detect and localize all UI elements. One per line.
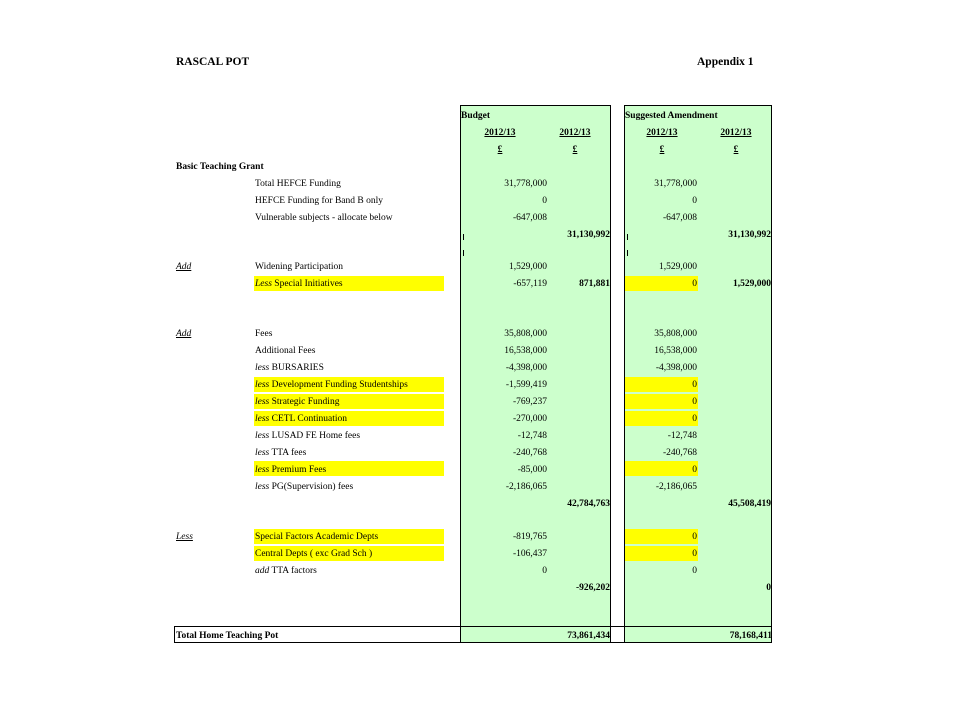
amendment-value: -4,398,000: [655, 363, 697, 373]
appendix-label: Appendix 1: [697, 56, 754, 68]
row-label-text: Special Factors Academic Depts: [255, 532, 379, 542]
row-label-qualifier: less: [255, 397, 270, 407]
row-label-qualifier: less: [255, 465, 270, 475]
row-label: [255, 411, 347, 427]
total-label: Total Home Teaching Pot: [176, 631, 279, 641]
budget-value: -2,186,065: [505, 482, 547, 492]
budget-value: -106,437: [512, 549, 547, 559]
year-header: 2012/13: [559, 128, 591, 138]
amendment-value: 0: [692, 397, 697, 407]
amendment-subtotal: 1,529,000: [733, 279, 771, 289]
amendment-value: 0: [692, 414, 697, 424]
year-header: 2012/13: [720, 128, 752, 138]
budget-header: Budget: [461, 111, 491, 121]
amendment-subtotal: 0: [766, 583, 771, 593]
row-label-text: BURSARIES: [269, 363, 324, 373]
row-label: [255, 326, 272, 342]
budget-subtotal: -926,202: [575, 583, 610, 593]
page-title: RASCAL POT: [176, 56, 250, 68]
amendment-value: 0: [692, 566, 697, 576]
section-basic-teaching-grant: Basic Teaching Grant: [176, 162, 264, 172]
amendment-value: 0: [692, 549, 697, 559]
row-label: [255, 360, 324, 376]
row-label-text: Total HEFCE Funding: [255, 179, 341, 189]
budget-value: 1,529,000: [509, 262, 547, 272]
row-label-text: TTA factors: [269, 566, 317, 576]
currency-header: £: [572, 145, 578, 155]
row-label-qualifier: less: [255, 363, 270, 373]
row-label-text: Widening Participation: [255, 262, 344, 272]
total-budget-value: 73,861,434: [567, 631, 610, 641]
row-label-text: Central Depts ( exc Grad Sch ): [255, 549, 373, 559]
budget-value: -647,008: [512, 213, 547, 223]
row-label: [255, 479, 353, 495]
amendment-subtotal: 45,508,419: [728, 499, 771, 509]
row-label-text: Development Funding Studentships: [269, 380, 408, 390]
budget-subtotal: 42,784,763: [567, 499, 610, 509]
row-label-text: PG(Supervision) fees: [269, 482, 354, 492]
row-label: [255, 529, 378, 545]
row-label: [255, 210, 393, 226]
row-label-text: Vulnerable subjects - allocate below: [255, 213, 393, 223]
budget-value: -12,748: [517, 431, 547, 441]
amendment-value: 0: [692, 465, 697, 475]
amendment-value: 31,778,000: [654, 179, 697, 189]
budget-value: -657,119: [513, 279, 547, 289]
row-label: [255, 259, 343, 275]
row-label-text: TTA fees: [269, 448, 307, 458]
amendment-value: 0: [692, 532, 697, 542]
row-prefix: Add: [176, 329, 192, 339]
amendment-value: 1,529,000: [659, 262, 697, 272]
budget-value: 35,808,000: [504, 329, 547, 339]
row-label: [255, 394, 339, 410]
amendment-value: 16,538,000: [654, 346, 697, 356]
row-label-text: LUSAD FE Home fees: [269, 431, 361, 441]
row-label-qualifier: less: [255, 482, 270, 492]
row-label: [255, 563, 317, 579]
row-label: [255, 445, 306, 461]
tick-mark: [463, 234, 464, 240]
budget-value: -769,237: [512, 397, 547, 407]
budget-subtotal: 871,881: [579, 279, 610, 289]
budget-value: -1,599,419: [505, 380, 547, 390]
year-header: 2012/13: [484, 128, 516, 138]
row-label: [255, 176, 341, 192]
row-label-qualifier: less: [255, 431, 270, 441]
row-label-text: Strategic Funding: [269, 397, 340, 407]
row-prefix: Add: [176, 262, 192, 272]
budget-value: -4,398,000: [505, 363, 547, 373]
row-label: [255, 276, 343, 292]
amendment-value: -647,008: [662, 213, 697, 223]
row-label-qualifier: Less: [255, 279, 272, 289]
total-amendment-value: 78,168,411: [729, 631, 772, 641]
amendment-value: 0: [692, 196, 697, 206]
total-top-border: [174, 626, 772, 627]
row-prefix: Less: [176, 532, 193, 542]
tick-mark: [627, 234, 628, 240]
row-label-qualifier: add: [255, 566, 270, 576]
budget-value: -270,000: [512, 414, 547, 424]
row-label: [255, 428, 360, 444]
budget-value: 0: [542, 566, 547, 576]
row-label-text: HEFCE Funding for Band B only: [255, 196, 383, 206]
row-label-qualifier: less: [255, 414, 270, 424]
row-label-text: Fees: [255, 329, 273, 339]
currency-header: £: [497, 145, 503, 155]
amendment-value: -12,748: [667, 431, 697, 441]
row-label: [255, 462, 326, 478]
amendment-value: -240,768: [662, 448, 697, 458]
amendment-value: 0: [692, 279, 697, 289]
row-label-qualifier: less: [255, 380, 270, 390]
currency-header: £: [733, 145, 739, 155]
budget-value: 16,538,000: [504, 346, 547, 356]
tick-mark: [463, 250, 464, 256]
total-left-border: [174, 626, 175, 643]
tick-mark: [627, 250, 628, 256]
amendment-value: 0: [692, 380, 697, 390]
row-label: [255, 546, 372, 562]
budget-value: 31,778,000: [504, 179, 547, 189]
row-label-text: Additional Fees: [255, 346, 316, 356]
budget-value: 0: [542, 196, 547, 206]
row-label: [255, 193, 383, 209]
budget-value: -85,000: [517, 465, 547, 475]
amendment-value: 35,808,000: [654, 329, 697, 339]
amendment-header: Suggested Amendment: [625, 111, 718, 121]
currency-header: £: [659, 145, 665, 155]
row-label-qualifier: less: [255, 448, 270, 458]
amendment-subtotal: 31,130,992: [728, 230, 771, 240]
budget-value: -240,768: [512, 448, 547, 458]
budget-value: -819,765: [512, 532, 547, 542]
amendment-value: -2,186,065: [655, 482, 697, 492]
row-label: [255, 343, 315, 359]
row-label-text: Special Initiatives: [271, 279, 343, 289]
row-label-text: Premium Fees: [269, 465, 327, 475]
row-label: [255, 377, 408, 393]
row-label-text: CETL Continuation: [269, 414, 348, 424]
year-header: 2012/13: [646, 128, 678, 138]
budget-subtotal: 31,130,992: [567, 230, 610, 240]
